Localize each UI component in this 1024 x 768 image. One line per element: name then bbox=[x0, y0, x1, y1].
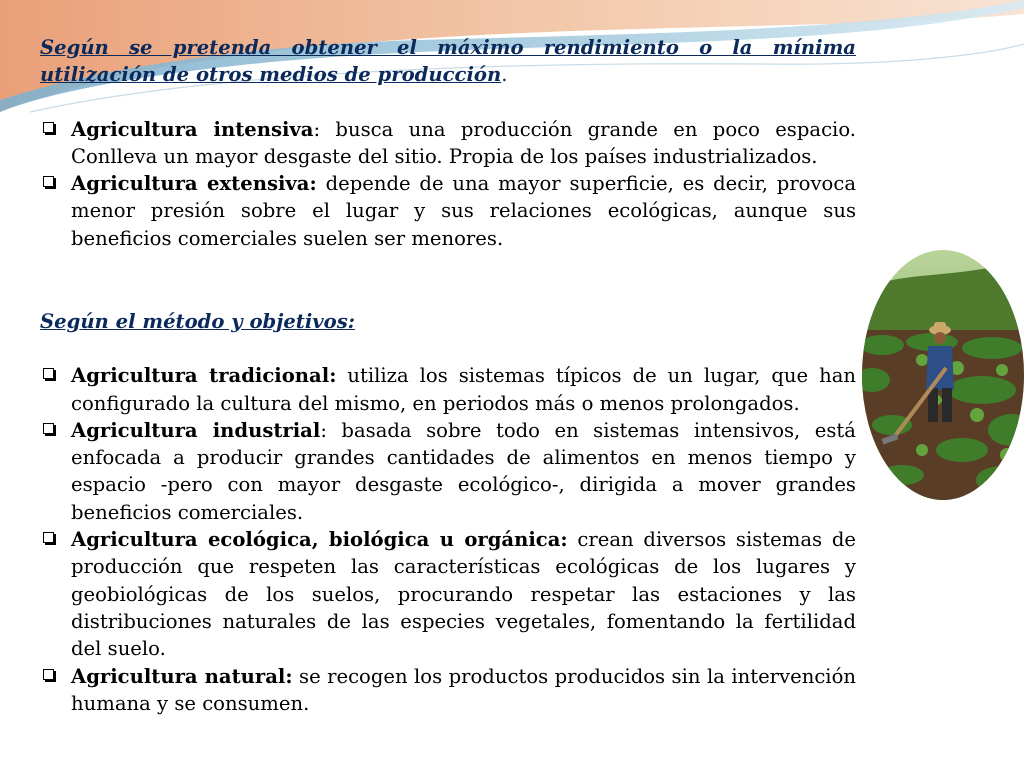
item-term: Agricultura natural: bbox=[71, 664, 293, 688]
section-method bbox=[40, 308, 856, 717]
list-item bbox=[40, 526, 856, 662]
checkbox-bullet-icon bbox=[43, 423, 54, 434]
item-text: utiliza los sistemas típicos de un lugar, que han configurado la cultura del mismo, en periodos más o menos prolongados. bbox=[71, 364, 857, 415]
checkbox-bullet-icon bbox=[43, 176, 54, 187]
checkbox-bullet-icon bbox=[43, 122, 54, 133]
item-term: Agricultura intensiva bbox=[71, 117, 314, 141]
item-term: Agricultura ecológica, biológica u orgánica: bbox=[71, 528, 568, 552]
list-item bbox=[40, 116, 856, 171]
item-separator: : bbox=[313, 117, 321, 141]
checkbox-bullet-icon bbox=[43, 669, 54, 680]
heading-1-period: . bbox=[501, 63, 508, 87]
checkbox-bullet-icon bbox=[43, 368, 54, 379]
section-heading-1 bbox=[40, 34, 856, 89]
heading-1-text: Según se pretenda obtener el máximo rendimiento o la mínima utilización de otros medios de producción bbox=[40, 36, 856, 87]
item-text: basada sobre todo en sistemas intensivos, está enfocada a producir grandes cantidades de alimentos en menos tiempo y espacio -pero con mayor desgaste ecológico-, dirigida a mover grandes beneficios comerciales. bbox=[71, 418, 856, 524]
list-item bbox=[40, 170, 856, 252]
item-term: Agricultura tradicional: bbox=[71, 364, 337, 388]
item-text: depende de una mayor superficie, es decir, provoca menor presión sobre el lugar y sus relaciones ecológicas, aunque sus beneficios comerciales suelen ser menores. bbox=[71, 172, 857, 250]
list-item bbox=[40, 417, 856, 526]
item-separator: : bbox=[320, 418, 327, 442]
intensity-list bbox=[40, 116, 856, 252]
checkbox-bullet-icon bbox=[43, 532, 54, 543]
list-item bbox=[40, 362, 856, 417]
farmer-photo bbox=[862, 250, 1024, 500]
farmer-hoeing-icon bbox=[862, 250, 1024, 500]
list-item bbox=[40, 663, 856, 718]
item-text: busca una producción grande en poco espacio. Conlleva un mayor desgaste del sitio. Propia de los países industrializados. bbox=[71, 117, 856, 168]
section-intensity bbox=[40, 34, 856, 252]
item-text: se recogen los productos producidos sin la intervención humana y se consumen. bbox=[71, 664, 856, 715]
heading-2-text: Según el método y objetivos: bbox=[40, 310, 356, 333]
item-term: Agricultura industrial bbox=[71, 418, 321, 442]
item-term: Agricultura extensiva: bbox=[71, 172, 317, 196]
item-text: crean diversos sistemas de producción que respeten las características ecológicas de los lugares y geobiológicas de los suelos, procurando respetar las estaciones y las distribuciones naturales de las especies vegetales, fomentando la fertilidad del suelo. bbox=[71, 528, 856, 661]
method-list bbox=[40, 362, 856, 717]
section-heading-2 bbox=[40, 308, 856, 335]
